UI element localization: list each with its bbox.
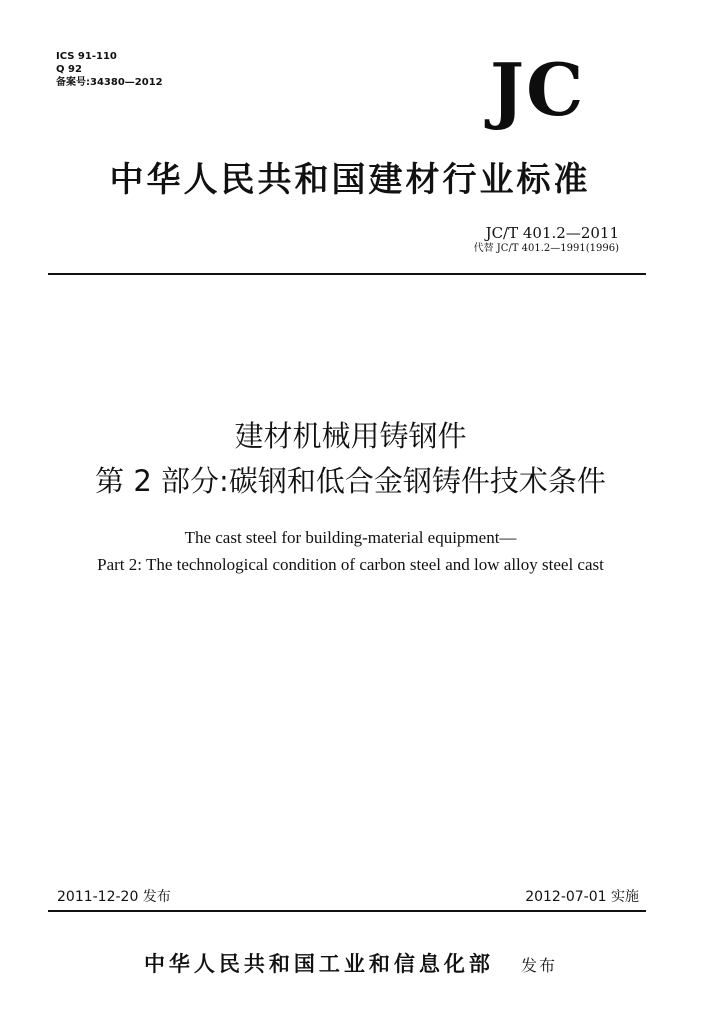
standard-code-block bbox=[474, 224, 619, 255]
document-title-en-line1: The cast steel for building-material equipment— bbox=[184, 528, 517, 547]
classification-block bbox=[56, 50, 163, 89]
document-title-zh-line2: 第 2 部分:碳钢和低合金钢铸件技术条件 bbox=[95, 464, 606, 498]
issuing-organization: 中华人民共和国工业和信息化部 bbox=[143, 951, 494, 976]
standard-number: JC/T 401.2—2011 bbox=[485, 224, 619, 242]
filing-number: 备案号:34380—2012 bbox=[56, 77, 163, 88]
issuer-line bbox=[0, 948, 701, 978]
implementation-date: 2012-07-01 实施 bbox=[525, 889, 639, 905]
issue-action: 发布 bbox=[521, 956, 558, 975]
ccs-code: Q 92 bbox=[56, 64, 82, 75]
ics-code: ICS 91-110 bbox=[56, 51, 117, 62]
document-title-zh-line1: 建材机械用铸钢件 bbox=[234, 419, 467, 453]
document-title-en-line2: Part 2: The technological condition of carbon steel and low alloy steel cast bbox=[97, 555, 604, 574]
standard-category-title: 中华人民共和国建材行业标准 bbox=[109, 160, 591, 200]
jc-logo: JC bbox=[490, 47, 586, 132]
publish-date: 2011-12-20 发布 bbox=[57, 889, 171, 905]
replaces-note: 代替 JC/T 401.2—1991(1996) bbox=[473, 243, 619, 254]
header-divider bbox=[48, 273, 646, 275]
footer-divider bbox=[48, 910, 646, 912]
